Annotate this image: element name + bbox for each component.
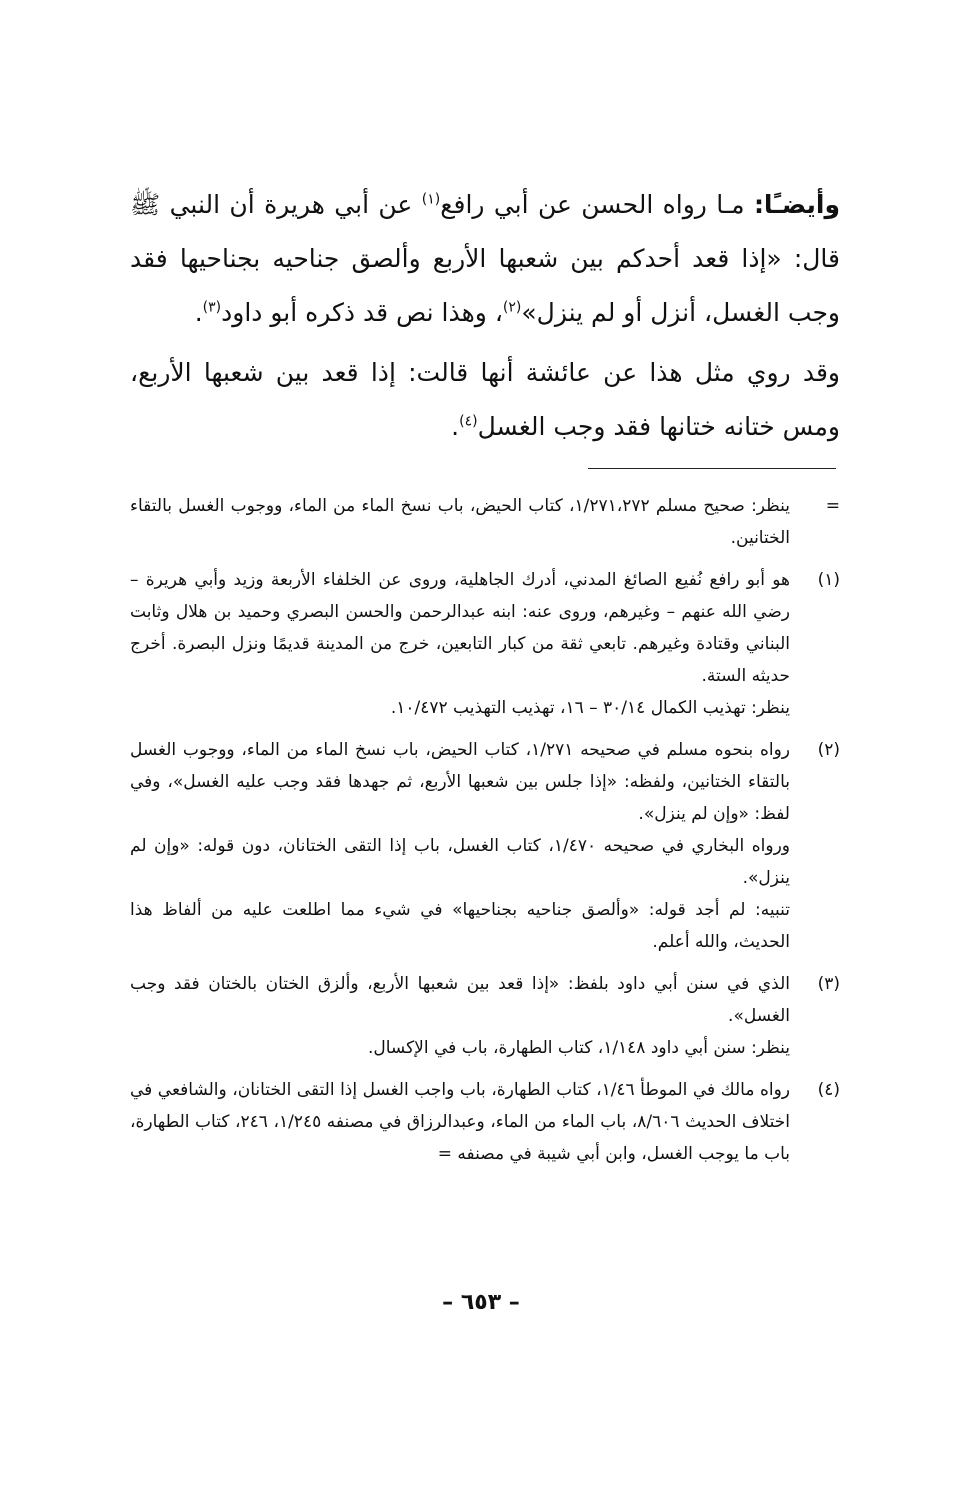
paragraph-1-text-d: . — [194, 298, 203, 327]
footnote-marker: (٢) — [817, 740, 840, 760]
footnote-1 — [130, 564, 840, 724]
footnote-body — [130, 490, 790, 554]
footnote-2 — [130, 734, 840, 958]
footnote-marker: = — [825, 496, 840, 516]
main-text — [130, 178, 840, 460]
paragraph-1-lead: وأيضـًا: — [753, 190, 840, 219]
paragraph-1-text-c: ، وهذا نص قد ذكره أبو داود — [221, 298, 503, 327]
footnote-ref-3: (٣) — [202, 299, 222, 316]
footnote-line: ينظر: سنن أبي داود ١/١٤٨، كتاب الطهارة، باب في الإكسال. — [367, 1038, 790, 1058]
footnote-line: هو أبو رافع نُفيع الصائغ المدني، أدرك الجاهلية، وروى عن الخلفاء الأربعة وزيد وأبي هريرة – رضي الله عنهم – وغيرهم، وروى عنه: ابنه عبدالرحمن والحسن البصري وحميد بن هلال وثابت البناني وقتادة وغيرهم. تابعي ثقة من كبار التابعين، خرج من المدينة قديمًا ونزل البصرة. أخرج حديثه الستة. — [130, 570, 790, 686]
footnote-line: تنبيه: لم أجد قوله: «وألصق جناحيه بجناحيها» في شيء مما اطلعت عليه من ألفاظ هذا الحديث، والله أعلم. — [130, 900, 790, 952]
footnote-ref-2: (٢) — [502, 299, 522, 316]
footnote-marker: (٣) — [817, 974, 840, 994]
footnote-marker: (٤) — [817, 1080, 840, 1100]
paragraph-1-text-a: مـا رواه الحسن عن أبي رافع — [440, 190, 754, 219]
footnote-line: رواه بنحوه مسلم في صحيحه ١/٢٧١، كتاب الحيض، باب نسخ الماء من الماء، ووجوب الغسل بالتقاء الختانين، ولفظه: «إذا جلس بين شعبها الأربع، ثم جهدها فقد وجب عليه الغسل»، وفي لفظ: «وإن لم ينزل». — [130, 740, 790, 824]
page-number: – ٦٥٣ – — [442, 1290, 520, 1315]
paragraph-1 — [130, 178, 840, 340]
footnote-separator — [588, 468, 836, 469]
footnote-ref-1: (١) — [421, 191, 441, 208]
footnote-line: ورواه البخاري في صحيحه ١/٤٧٠، كتاب الغسل، باب إذا التقى الختانان، دون قوله: «وإن لم ينزل». — [130, 836, 790, 888]
footnote-body — [130, 1074, 790, 1170]
footnote-3 — [130, 968, 840, 1064]
footnote-line: ينظر: صحيح مسلم ١/٢٧١،٢٧٢، كتاب الحيض، باب نسخ الماء من الماء، ووجوب الغسل بالتقاء الختانين. — [130, 496, 790, 548]
footnote-continuation — [130, 490, 840, 554]
paragraph-2-text-b: . — [451, 412, 460, 441]
footnote-body — [130, 968, 790, 1064]
footnote-ref-4: (٤) — [459, 413, 478, 430]
footnotes — [130, 490, 840, 1180]
footnote-line: الذي في سنن أبي داود بلفظ: «إذا قعد بين شعبها الأربع، وألزق الختان بالختان فقد وجب الغسل». — [130, 974, 790, 1026]
footnote-line: رواه مالك في الموطأ ١/٤٦، كتاب الطهارة، باب واجب الغسل إذا التقى الختانان، والشافعي في اختلاف الحديث ٨/٦٠٦، باب الماء من الماء، وعبدالرزاق في مصنفه ١/٢٤٥، ٢٤٦، كتاب الطهارة، باب ما يوجب الغسل، وابن أبي شيبة في مصنفه = — [130, 1080, 791, 1164]
footnote-4 — [130, 1074, 840, 1170]
footnote-body — [130, 734, 790, 958]
footnote-line: ينظر: تهذيب الكمال ٣٠/١٤ – ١٦، تهذيب التهذيب ١٠/٤٧٢. — [390, 698, 790, 718]
paragraph-2 — [130, 346, 840, 454]
paragraph-1-text-b: عن أبي هريرة أن النبي ﷺ قال: «إذا قعد أحدكم بين شعبها الأربع وألصق جناحيه بجناحيها فقد وجب الغسل، أنزل أو لم ينزل» — [130, 190, 840, 327]
footnote-body — [130, 564, 790, 724]
paragraph-2-text-a: وقد روي مثل هذا عن عائشة أنها قالت: إذا قعد بين شعبها الأربع، ومس ختانه ختانها فقد وجب الغسل — [130, 358, 840, 441]
footnote-marker: (١) — [817, 570, 840, 590]
